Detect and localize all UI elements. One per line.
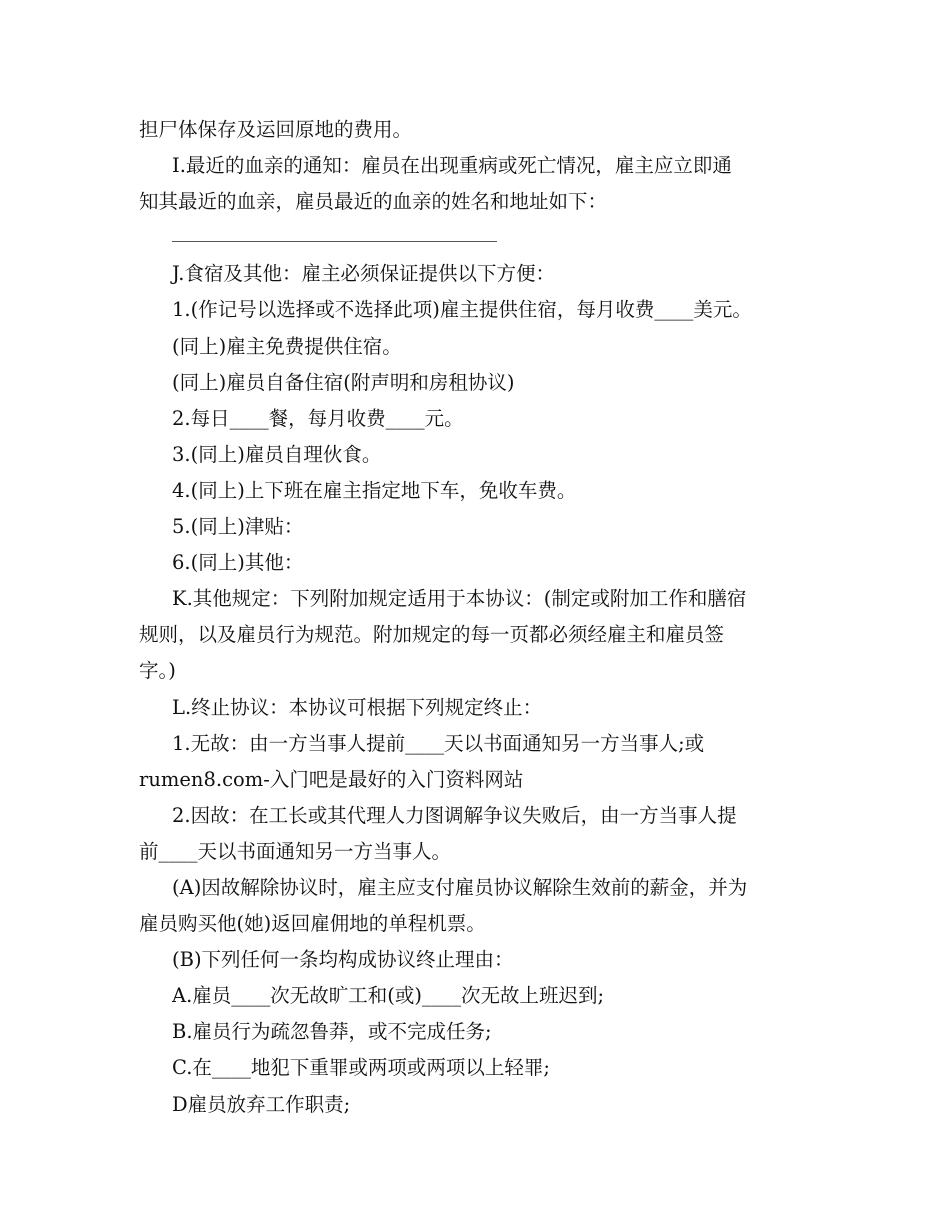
watermark-line: rumen8.com-入门吧是最好的入门资料网站 xyxy=(139,767,524,791)
blank-fill-line xyxy=(139,220,815,256)
text-line: 3.(同上)雇员自理伙食。 xyxy=(172,442,382,466)
text-line: (B)下列任何一条均构成协议终止理由： xyxy=(172,948,514,972)
section-heading: K.其他规定：下列附加规定适用于本协议：(制定或附加工作和膳宿 xyxy=(172,587,747,611)
text-line: B.雇员行为疏忽鲁莽，或不完成任务; xyxy=(172,1020,492,1044)
text-line: 字。) xyxy=(139,659,176,683)
document-body xyxy=(139,112,815,1123)
text-line: 5.(同上)津贴： xyxy=(172,515,304,539)
text-line: 担尸体保存及运回原地的费用。 xyxy=(139,118,413,141)
text-line: (同上)雇主免费提供住宿。 xyxy=(172,334,402,358)
text-line: 雇员购买他(她)返回雇佣地的单程机票。 xyxy=(139,912,486,936)
text-line: 前____天以书面通知另一方当事人。 xyxy=(139,839,452,863)
text-line: 4.(同上)上下班在雇主指定地下车，免收车费。 xyxy=(172,478,577,502)
underline-rule xyxy=(172,241,497,242)
text-line: 1.无故：由一方当事人提前____天以书面通知另一方当事人;或 xyxy=(172,731,705,755)
text-line: 1.(作记号以选择或不选择此项)雇主提供住宿，每月收费____美元。 xyxy=(172,298,752,322)
text-line: (同上)雇员自备住宿(附声明和房租协议) xyxy=(172,370,515,394)
text-line: D雇员放弃工作职责; xyxy=(172,1092,351,1116)
text-line: 6.(同上)其他： xyxy=(172,551,304,575)
text-line: 知其最近的血亲，雇员最近的血亲的姓名和地址如下： xyxy=(139,190,608,214)
text-line: I.最近的血亲的通知：雇员在出现重病或死亡情况，雇主应立即通 xyxy=(172,154,732,178)
text-line: A.雇员____次无故旷工和(或)____次无故上班迟到; xyxy=(172,984,605,1008)
section-heading: L.终止协议：本协议可根据下列规定终止： xyxy=(172,695,543,719)
text-line: (A)因故解除协议时，雇主应支付雇员协议解除生效前的薪金，并为 xyxy=(172,875,748,899)
text-line: 规则，以及雇员行为规范。附加规定的每一页都必须经雇主和雇员签 xyxy=(139,623,725,647)
section-heading: J.食宿及其他：雇主必须保证提供以下方便： xyxy=(172,262,556,286)
text-line: C.在____地犯下重罪或两项或两项以上轻罪; xyxy=(172,1056,550,1080)
text-line: 2.因故：在工长或其代理人力图调解争议失败后，由一方当事人提 xyxy=(172,803,737,827)
text-line: 2.每日____餐，每月收费____元。 xyxy=(172,406,464,430)
